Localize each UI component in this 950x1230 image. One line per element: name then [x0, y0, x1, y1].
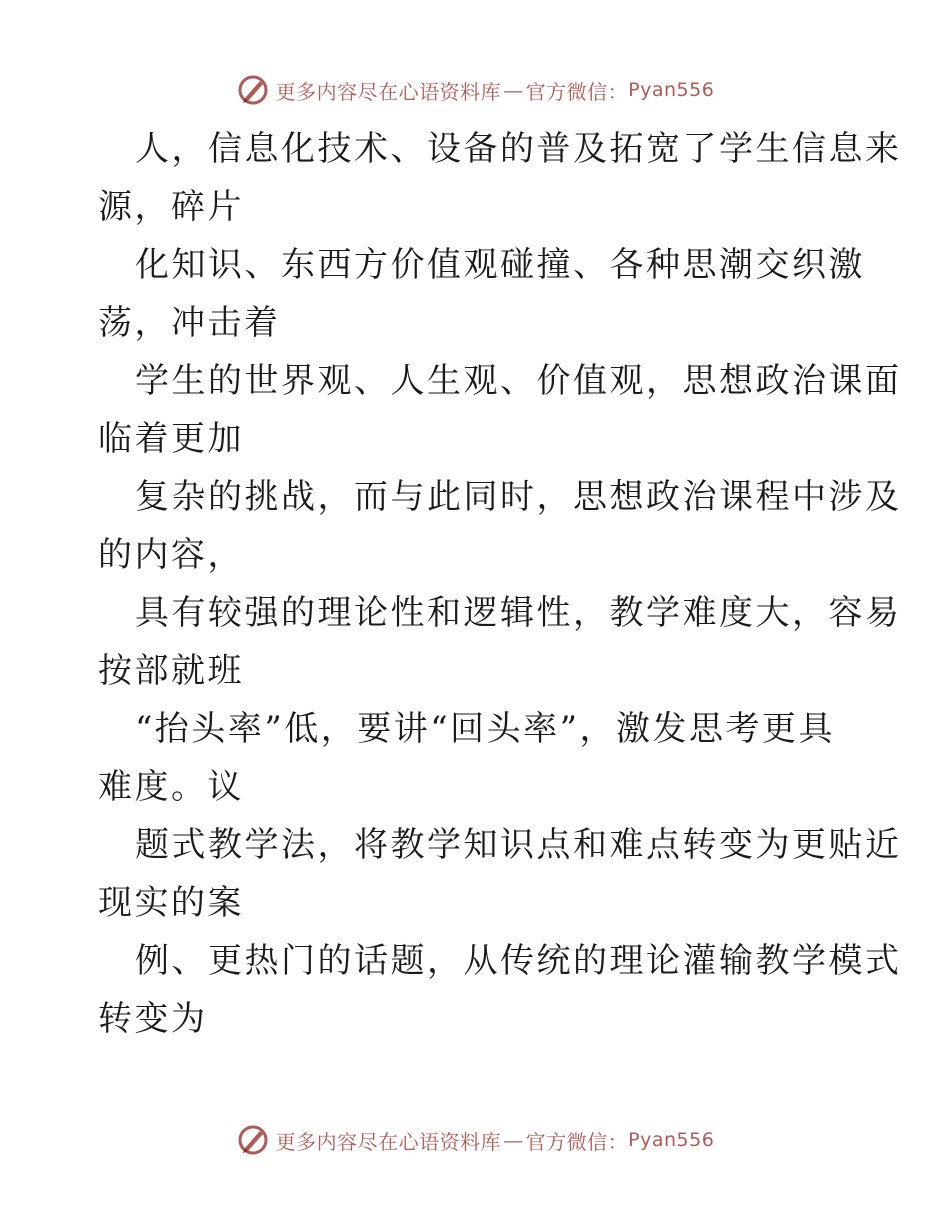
line-text: 题式教学法，将教学知识点和难点转变为更贴近 [135, 825, 902, 865]
line-text: “抬头率”低，要讲“回头率”，激发思考更具 [135, 709, 836, 749]
line-continuation: 按部就班 [98, 651, 244, 691]
line-continuation: 荡，冲击着 [98, 303, 281, 343]
line-text: 化知识、东西方价值观碰撞、各种思潮交织激 [135, 245, 865, 285]
paragraph-line [98, 816, 902, 932]
header-banner [0, 70, 950, 110]
pen-logo-icon [236, 73, 270, 107]
paragraph-line [98, 236, 865, 352]
line-text: 复杂的挑战，而与此同时，思想政治课程中涉及 [135, 477, 902, 517]
paragraph-line [98, 352, 902, 468]
header-separator: — [503, 78, 524, 102]
line-text: 学生的世界观、人生观、价值观，思想政治课面 [135, 361, 902, 401]
footer-official-label: 官方微信： [525, 1129, 629, 1154]
header-official-label: 官方微信： [525, 79, 629, 104]
line-continuation: 难度。议 [98, 767, 244, 807]
line-text: 具有较强的理论性和逻辑性，教学难度大，容易 [135, 593, 902, 633]
line-continuation: 的内容， [98, 535, 244, 575]
line-text: 人，信息化技术、设备的普及拓宽了学生信息来 [135, 129, 902, 169]
line-text: 例、更热门的话题，从传统的理论灌输教学模式 [135, 941, 902, 981]
footer-separator: — [503, 1128, 524, 1152]
line-continuation: 临着更加 [98, 419, 244, 459]
pen-logo-icon [236, 1123, 270, 1157]
footer-banner [0, 1120, 950, 1160]
footer-wechat-handle: Pyan556 [628, 1129, 715, 1151]
paragraph-line [98, 584, 902, 700]
paragraph-line [98, 700, 858, 816]
header-wechat-handle: Pyan556 [628, 79, 715, 101]
document-body [98, 120, 902, 1048]
paragraph-line [98, 468, 902, 584]
header-text: 更多内容尽在心语资料库 [275, 79, 502, 104]
line-continuation: 现实的案 [98, 883, 244, 923]
line-continuation: 源，碎片 [98, 187, 244, 227]
footer-text: 更多内容尽在心语资料库 [275, 1129, 502, 1154]
paragraph-line [98, 120, 902, 236]
line-continuation: 转变为 [98, 999, 208, 1039]
paragraph-line [98, 932, 902, 1048]
